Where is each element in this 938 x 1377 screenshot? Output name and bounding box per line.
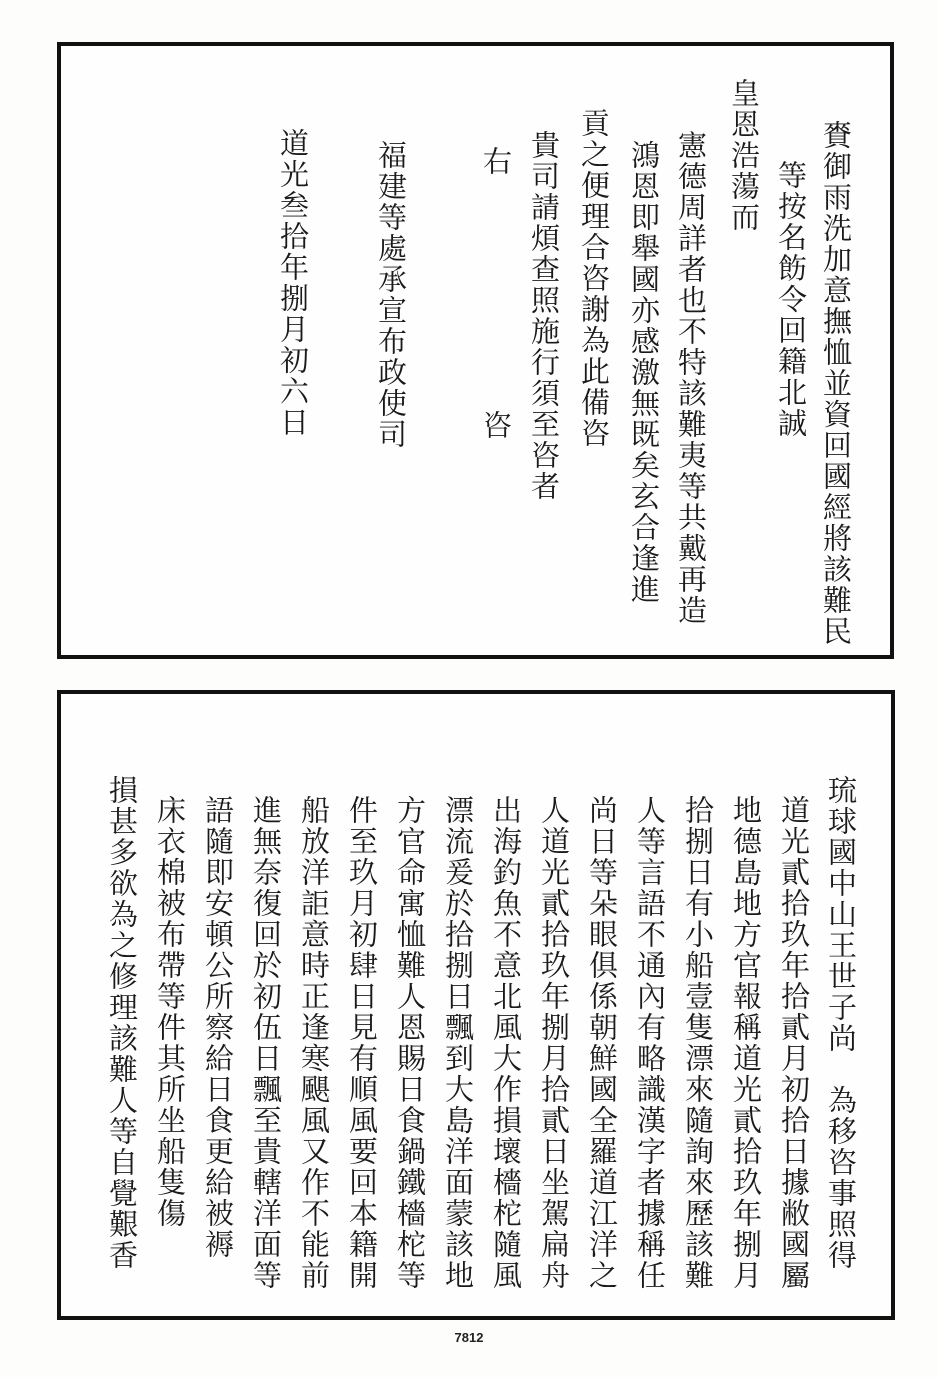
text-column: 道光叁拾年捌月初六日 (276, 128, 310, 438)
text-column: 琉球國中山王世子尚 為移咨事照得 (824, 775, 858, 1271)
text-column: 船放洋詎意時正逢寒颶風又作不能前 (297, 795, 331, 1291)
text-column: 語隨即安頓公所察給日食更給被褥 (201, 795, 235, 1260)
text-column: 床衣棉被布帶等件其所坐船隻傷 (153, 795, 187, 1229)
text-column: 鴻恩即舉國亦感激無既矣玄合逢進 (627, 140, 661, 605)
text-column: 福建等處承宣布政使司 (374, 140, 408, 450)
text-column: 憲德周詳者也不特該難夷等共戴再造 (674, 130, 708, 626)
text-column: 右 (479, 146, 513, 177)
text-column: 尚日等朵眼俱係朝鮮國全羅道江洋之 (585, 795, 619, 1291)
text-column: 方官命寓恤難人恩賜日食鍋鐵檣柁等 (393, 795, 427, 1291)
text-column: 進無奈復回於初伍日飄至貴轄洋面等 (249, 795, 283, 1291)
text-column: 皇恩浩蕩而 (727, 78, 761, 233)
text-column: 道光貳拾玖年拾貳月初拾日據敝國屬 (777, 795, 811, 1291)
text-column: 損甚多欲為之修理該難人等自覺艱香 (105, 775, 139, 1271)
text-column: 賚御雨洗加意撫恤並資回國經將該難民 (819, 120, 853, 647)
text-column: 出海釣魚不意北風大作損壞檣柁隨風 (489, 795, 523, 1291)
text-column: 咨 (479, 410, 513, 441)
text-column: 貢之便理合咨謝為此備咨 (577, 108, 611, 449)
upper-document-panel (57, 42, 894, 659)
text-column: 件至玖月初肆日見有順風要回本籍開 (345, 795, 379, 1291)
text-column: 等按名飭令回籍北誠 (774, 160, 808, 439)
page-number: 7812 (454, 1330, 484, 1345)
text-column: 人等言語不通內有略識漢字者據稱任 (633, 795, 667, 1291)
text-column: 地德島地方官報稱道光貳拾玖年捌月 (729, 795, 763, 1291)
text-column: 漂流爰於拾捌日飄到大島洋面蒙該地 (441, 795, 475, 1291)
text-column: 貴司請煩查照施行須至咨者 (527, 130, 561, 502)
text-column: 拾捌日有小船壹隻漂來隨詢來歷該難 (681, 795, 715, 1291)
text-column: 人道光貳拾玖年捌月拾貳日坐駕扁舟 (537, 795, 571, 1291)
